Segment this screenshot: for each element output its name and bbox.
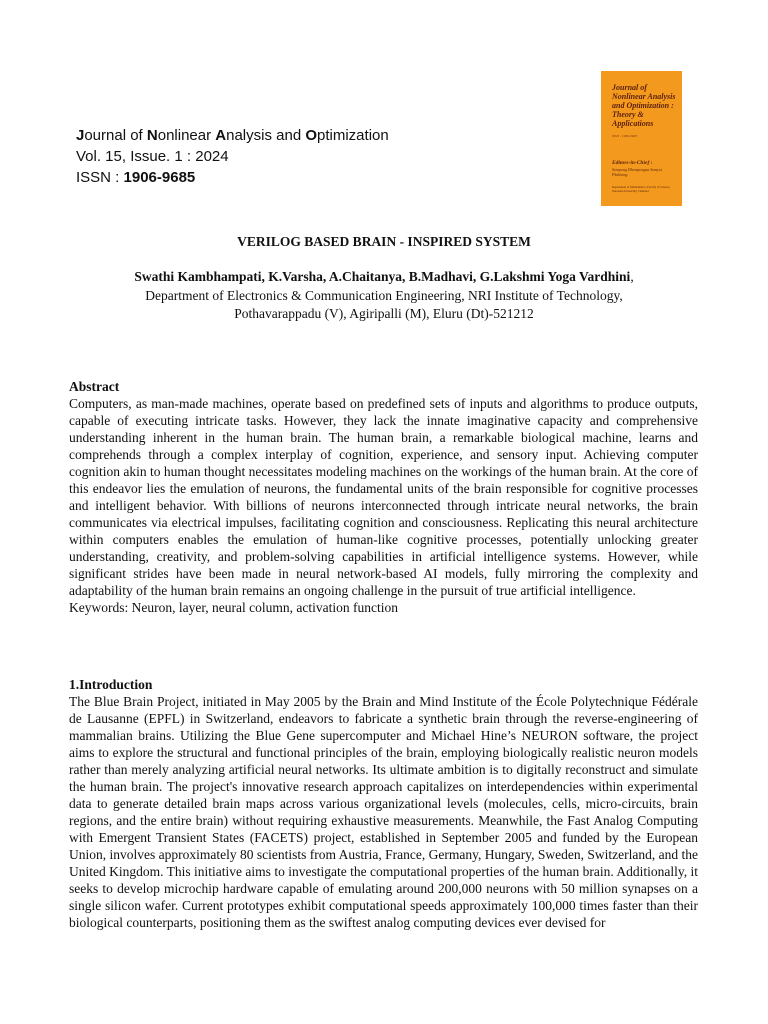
journal-title-part: J: [76, 127, 85, 144]
keywords: Keywords: Neuron, layer, neural column, activation function: [69, 600, 398, 615]
journal-header: [76, 125, 389, 188]
cover-editors-label: Editors-in-Chief :: [612, 160, 653, 166]
journal-volume: Vol. 15, Issue. 1 : 2024: [76, 148, 229, 165]
journal-title-part: A: [215, 127, 227, 144]
journal-cover-image: [601, 71, 682, 206]
journal-title-part: ournal of: [84, 127, 147, 144]
author-list: [0, 268, 768, 287]
affiliation-line-2: Pothavarappadu (V), Agiripalli (M), Eluru (Dt)-521212: [234, 306, 534, 321]
journal-title-part: onlinear: [157, 127, 216, 144]
issn-label: ISSN :: [76, 169, 124, 186]
cover-department: Department of Mathematics, Faculty of Science, Naresuan University, Thailand: [612, 185, 671, 193]
cover-editors: Sompong Dhompongsa Somyot Plubtieng: [612, 167, 662, 177]
author-names: Swathi Kambhampati, K.Varsha, A.Chaitanya, B.Madhavi, G.Lakshmi Yoga Vardhini: [134, 269, 631, 284]
paper-title: VERILOG BASED BRAIN - INSPIRED SYSTEM: [237, 234, 531, 249]
journal-title: [76, 125, 389, 146]
abstract-heading: Abstract: [69, 379, 120, 394]
journal-issn: [76, 167, 389, 188]
cover-title: Journal of Nonlinear Analysis and Optimization : Theory & Applications: [612, 83, 676, 128]
introduction-heading: 1.Introduction: [69, 677, 153, 692]
journal-title-part: ptimization: [317, 127, 389, 144]
abstract-text: Computers, as man-made machines, operate based on predefined sets of inputs and algorithms to produce outputs, capable of executing intricate tasks. However, they lack the innate imaginative capacity and comprehensive understanding inherent in the human brain. The human brain, a remarkable biological machine, learns and comprehends through a complex interplay of cognition, experience, and sensory input. Achieving computer cognition akin to human thought necessitates modeling machines on the workings of the human brain. At the core of this endeavor lies the emulation of neurons, the fundamental units of the brain responsible for cognitive processes and intelligent behavior. With billions of neurons interconnected through intricate neural networks, the brain communicates via electrical impulses, facilitating cognition and consciousness. Replicating this neural architecture within computers enables the emulation of human-like cognitive processes, potentially unlocking greater understanding, creativity, and problem-solving capabilities in artificial intelligence systems. However, while significant strides have been made in neural network-based AI models, fully mirroring the complexity and adaptability of the human brain remains an ongoing challenge in the pursuit of true artificial intelligence.: [69, 396, 698, 598]
affiliation-line-1: Department of Electronics & Communication Engineering, NRI Institute of Technology,: [145, 287, 623, 303]
introduction-text: The Blue Brain Project, initiated in May 2005 by the Brain and Mind Institute of the École Polytechnique Fédérale de Lausanne (EPFL) in Switzerland, endeavors to fabricate a synthetic brain through the reverse-engineering of mammalian brains. Utilizing the Blue Gene supercomputer and Michael Hine’s NEURON software, the project aims to explore the structural and functional principles of the brain, employing biologically realistic neuron models rather than merely analyzing artificial neural networks. Its ultimate ambition is to digitally reconstruct and simulate the human brain. The project's innovative research approach capitalizes on interdependencies within experimental data to generate detailed brain maps across various organizational levels (molecules, cells, micro-circuits, brain regions, and the entire brain) without requiring exhaustive measurements. Meanwhile, the Fast Analog Computing with Emergent Transient States (FACETS) project, established in September 2005 and funded by the European Union, involves approximately 80 scientists from Austria, France, Germany, Hungary, Sweden, Switzerland, and the United Kingdom. This initiative aims to investigate the computational properties of the human brain. Additionally, it seeks to develop microchip hardware capable of emulating around 200,000 neurons with 50 million synapses on a single silicon wafer. Current prototypes exhibit computational speeds approximately 100,000 times faster than their biological counterparts, positioning them as the swiftest analog computing devices ever devised for: [69, 694, 698, 930]
authors-block: [0, 268, 768, 324]
abstract-section: [69, 378, 698, 616]
introduction-section: [69, 676, 698, 931]
issn-number: 1906-9685: [123, 169, 196, 186]
author-comma: ,: [630, 269, 634, 284]
journal-title-part: nalysis and: [226, 127, 306, 144]
journal-title-part: O: [305, 127, 318, 144]
journal-title-part: N: [146, 127, 158, 144]
cover-issn: ISSN : 1906-9685: [612, 134, 638, 138]
